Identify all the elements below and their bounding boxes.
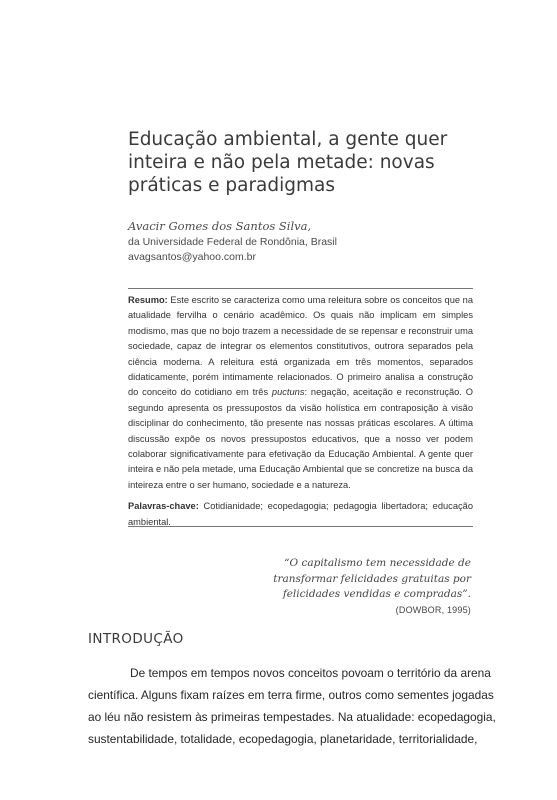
body-line: sustentabilidade, totalidade, ecopedagogia, planetaridade, territorialidade, xyxy=(88,732,478,746)
abstract-text: Este escrito se caracteriza como uma releitura sobre os conceitos que na atualidade fervilha o cenário acadêmico. Os quais não implicam em simples modismo, mas que no bojo trazem a necessidade de se repensar e reconstruir uma sociedade, capaz de integrar os elementos constitutivos, outrora separados pela ciência moderna. A releitura está organizada em três momentos, separados didaticamente, porém intimamente relacionados. O primeiro analisa a construção do conceito do cotidiano em três xyxy=(128,295,473,398)
epigraph-line: felicidades vendidas e compradas”. xyxy=(282,588,471,600)
author-affiliation: da Universidade Federal de Rondônia, Brasil xyxy=(128,235,337,248)
epigraph-source: (DOWBOR, 1995) xyxy=(395,604,471,615)
abstract xyxy=(128,293,473,530)
abstract-italic-term: puctuns xyxy=(271,387,305,398)
abstract-top-rule xyxy=(128,288,473,289)
keywords-text: Cotidianidade; ecopedagogia; pedagogia libertadora; educação ambiental. xyxy=(128,501,473,527)
body-line: ao léu não resistem às primeiras tempestades. Na atualidade: ecopedagogia, xyxy=(88,710,496,724)
author-block xyxy=(128,219,473,266)
article-title xyxy=(128,128,473,197)
author-email: avagsantos@yahoo.com.br xyxy=(128,251,256,263)
epigraph xyxy=(221,556,471,618)
epigraph-line: transformar felicidades gratuitas por xyxy=(273,572,471,585)
keywords-label: Palavras-chave: xyxy=(128,501,199,512)
author-name: Avacir Gomes dos Santos Silva, xyxy=(128,219,312,233)
body-line: De tempos em tempos novos conceitos povoam o território da arena xyxy=(130,666,491,680)
title-line: inteira e não pela metade: novas xyxy=(128,152,435,173)
abstract-text-continued: : negação, aceitação e reconstrução. O segundo apresenta os pressupostos da visão holística em contraposição à visão disciplinar do conhecimento, tão presente nas nossas práticas escolares. A última discussão expõe os novos pressupostos educativos, que a nosso ver podem colaborar significativamente para efetivação da Educação Ambiental. A gente quer inteira e não pela metade, uma Educação Ambiental que se concretize na busca da inteireza entre o ser humano, sociedade e a natureza. xyxy=(128,387,473,490)
body-line: científica. Alguns fixam raízes em terra firme, outros como sementes jogadas xyxy=(88,688,494,702)
body-paragraph xyxy=(88,662,496,750)
abstract-bottom-rule xyxy=(128,526,473,527)
title-line: práticas e paradigmas xyxy=(128,175,336,196)
section-heading: INTRODUÇÃO xyxy=(88,631,184,647)
abstract-label: Resumo: xyxy=(128,295,168,305)
title-line: Educação ambiental, a gente quer xyxy=(128,129,448,150)
epigraph-line: “O capitalismo tem necessidade de xyxy=(284,557,471,569)
abstract-paragraph xyxy=(128,293,473,493)
